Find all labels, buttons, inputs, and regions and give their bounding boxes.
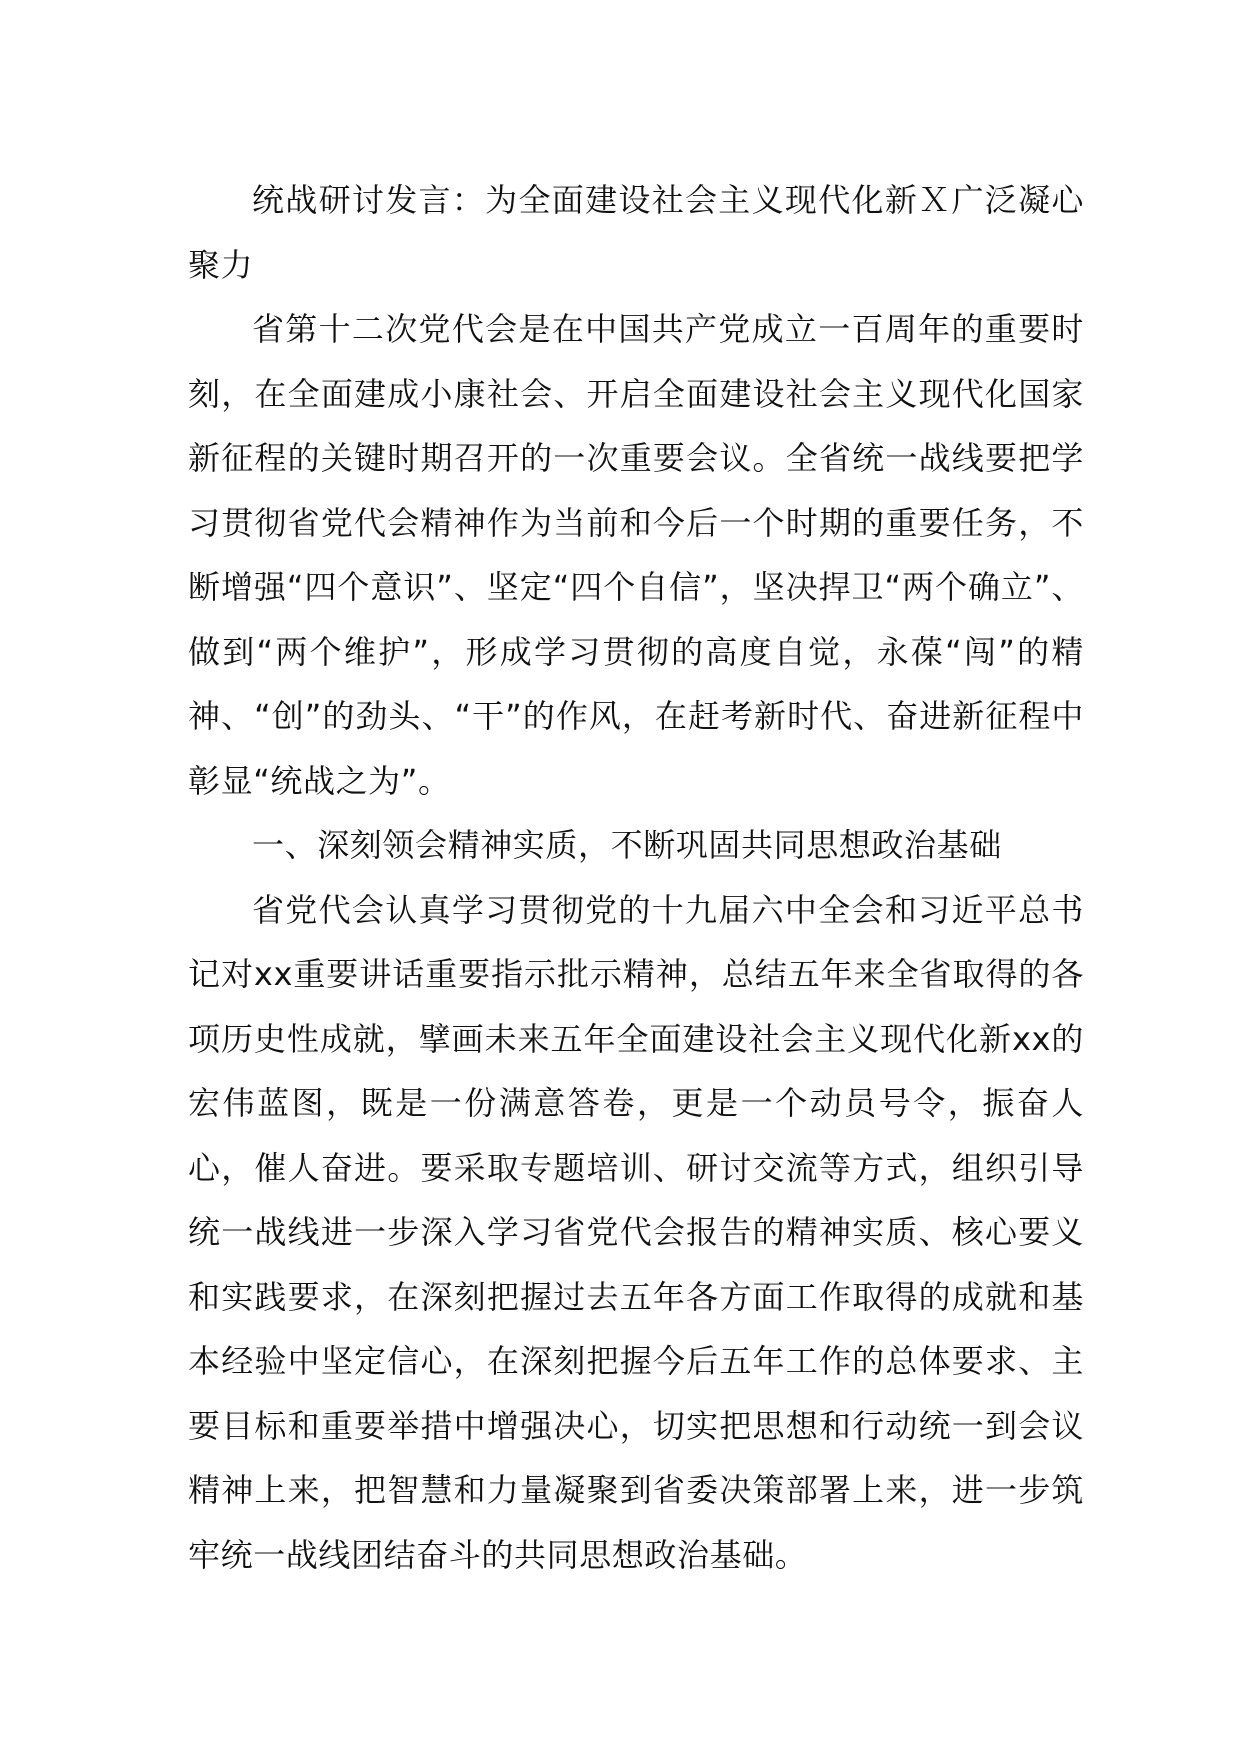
document-title: 统战研讨发言：为全面建设社会主义现代化新Ｘ广泛凝心聚力 <box>188 181 1084 284</box>
paragraph-section-1: 省党代会认真学习贯彻党的十九届六中全会和习近平总书记对xx重要讲话重要指示批示精神，总结五年来全省取得的各项历史性成就，擘画未来五年全面建设社会主义现代化新xx的宏伟蓝图，既是一份满意答卷，更是一个动员号令，振奋人心，催人奋进。要采取专题培训、研讨交流等方式，组织引导统一战线进一步深入学习省党代会报告的精神实质、核心要义和实践要求，在深刻把握过去五年各方面工作取得的成就和基本经验中坚定信心，在深刻把握今后五年工作的总体要求、主要目标和重要举措中增强决心，切实把思想和行动统一到会议精神上来，把智慧和力量凝聚到省委决策部署上来，进一步筑牢统一战线团结奋斗的共同思想政治基础。 <box>188 890 1084 1574</box>
paragraph-intro: 省第十二次党代会是在中国共产党成立一百周年的重要时刻，在全面建成小康社会、开启全面建设社会主义现代化国家新征程的关键时期召开的一次重要会议。全省统一战线要把学习贯彻省党代会精神作为当前和今后一个时期的重要任务，不断增强“四个意识”、坚定“四个自信”，坚决捍卫“两个确立”、做到“两个维护”，形成学习贯彻的高度自觉，永葆“闯”的精神、“创”的劲头、“干”的作风，在赶考新时代、奋进新征程中彰显“统战之为”。 <box>188 310 1084 800</box>
section-heading-1: 一、深刻领会精神实质，不断巩固共同思想政治基础 <box>252 826 1002 864</box>
document-body <box>188 168 1084 1587</box>
